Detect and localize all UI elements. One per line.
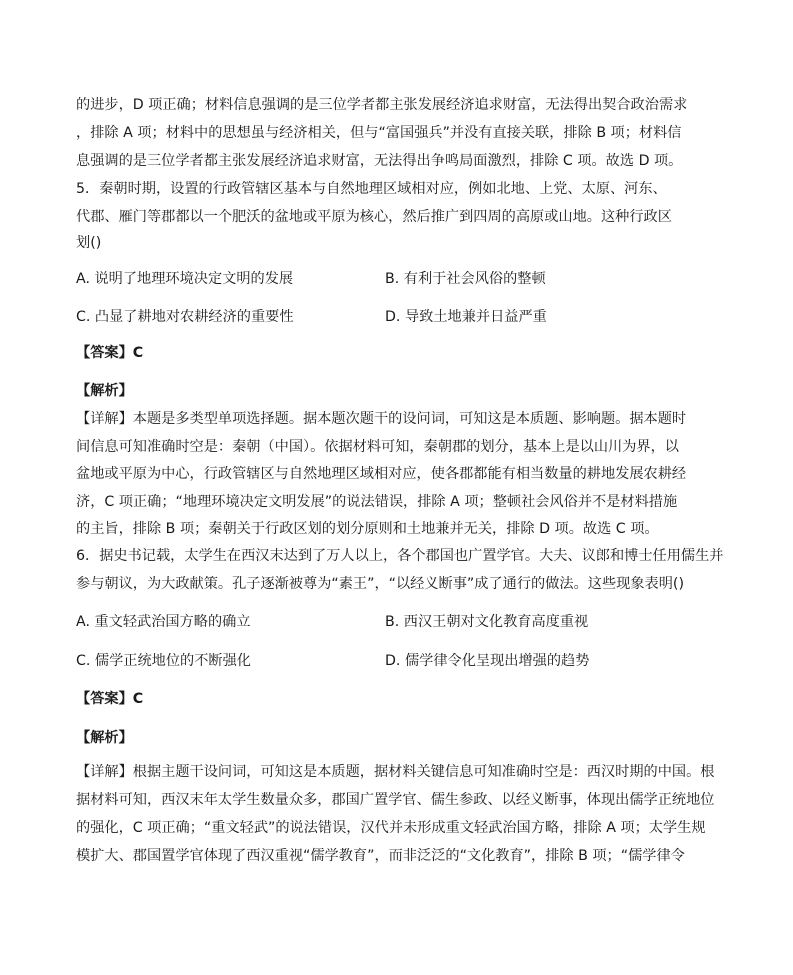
q6-option-c: C. 儒学正统地位的不断强化 <box>76 653 251 669</box>
q5-stem-line-2: 代郡、雁门等郡都以一个肥沃的盆地或平原为核心，然后推广到四周的高原或山地。这种行政区 <box>76 209 672 225</box>
q5-analysis-label: 【解析】 <box>76 383 133 399</box>
q6-option-d: D. 儒学律令化呈现出增强的趋势 <box>385 653 590 669</box>
q6-option-a: A. 重文轻武治国方略的确立 <box>76 614 251 630</box>
q5-stem-line-1: 5．秦朝时期，设置的行政管辖区基本与自然地理区域相对应，例如北地、上党、太原、河东、 <box>76 181 667 197</box>
q5-option-b: B. 有利于社会风俗的整顿 <box>385 271 546 287</box>
q5-answer: 【答案】C <box>76 345 144 361</box>
q6-option-b: B. 西汉王朝对文化教育高度重视 <box>385 614 589 630</box>
prev-analysis-line-1: 的进步，D 项正确；材料信息强调的是三位学者都主张发展经济追求财富，无法得出契合政治需求 <box>76 97 688 113</box>
q6-analysis-label: 【解析】 <box>76 730 133 746</box>
q5-analysis-line-4: 济，C 项正确；“地理环境决定文明发展”的说法错误，排除 A 项；整顿社会风俗并不是材料措施 <box>76 494 678 510</box>
q6-analysis-line-3: 的强化，C 项正确；“重文轻武”的说法错误，汉代并未形成重文轻武治国方略，排除 A 项；太学生规 <box>76 820 706 836</box>
q5-option-a: A. 说明了地理环境决定文明的发展 <box>76 271 294 287</box>
q5-option-d: D. 导致土地兼并日益严重 <box>385 309 547 325</box>
q6-analysis-line-2: 据材料可知，西汉末年太学生数量众多，郡国广置学官、儒生参政、以经义断事，体现出儒学正统地位 <box>76 792 715 808</box>
q6-stem-line-1: 6．据史书记载，太学生在西汉末达到了万人以上，各个郡国也广置学官。大夫、议郎和博士任用儒生并 <box>76 548 724 564</box>
q6-analysis-line-4: 模扩大、郡国置学官体现了西汉重视“儒学教育”，而非泛泛的“文化教育”，排除 B 项；“儒学律令 <box>76 848 685 864</box>
q5-stem-line-3: 划() <box>76 235 102 251</box>
prev-analysis-line-3: 息强调的是三位学者都主张发展经济追求财富，无法得出争鸣局面激烈，排除 C 项。故选 D 项。 <box>76 153 683 169</box>
prev-analysis-line-2: ，排除 A 项；材料中的思想虽与经济相关，但与“富国强兵”并没有直接关联，排除 B 项；材料信 <box>76 125 682 141</box>
q5-analysis-line-2: 间信息可知准确时空是：秦朝（中国）。依据材料可知，秦朝郡的划分，基本上是以山川为界，以 <box>76 439 679 455</box>
q5-option-c: C. 凸显了耕地对农耕经济的重要性 <box>76 309 294 325</box>
q6-answer: 【答案】C <box>76 691 144 707</box>
q6-analysis-line-1: 【详解】根据主题干设问词，可知这是本质题，据材料关键信息可知准确时空是：西汉时期的中国。根 <box>76 764 715 780</box>
q5-analysis-line-5: 的主旨，排除 B 项；秦朝关于行政区划的划分原则和土地兼并无关，排除 D 项。故选 C 项。 <box>76 521 659 537</box>
q5-analysis-line-1: 【详解】本题是多类型单项选择题。据本题次题干的设问词，可知这是本质题、影响题。据本题时 <box>76 411 687 427</box>
q6-stem-line-2: 参与朝议，为大政献策。孔子逐渐被尊为“素王”，“以经义断事”成了通行的做法。这些现象表明() <box>76 576 684 592</box>
q5-analysis-line-3: 盆地或平原为中心，行政管辖区与自然地理区域相对应，使各郡都能有相当数量的耕地发展农耕经 <box>76 466 687 482</box>
